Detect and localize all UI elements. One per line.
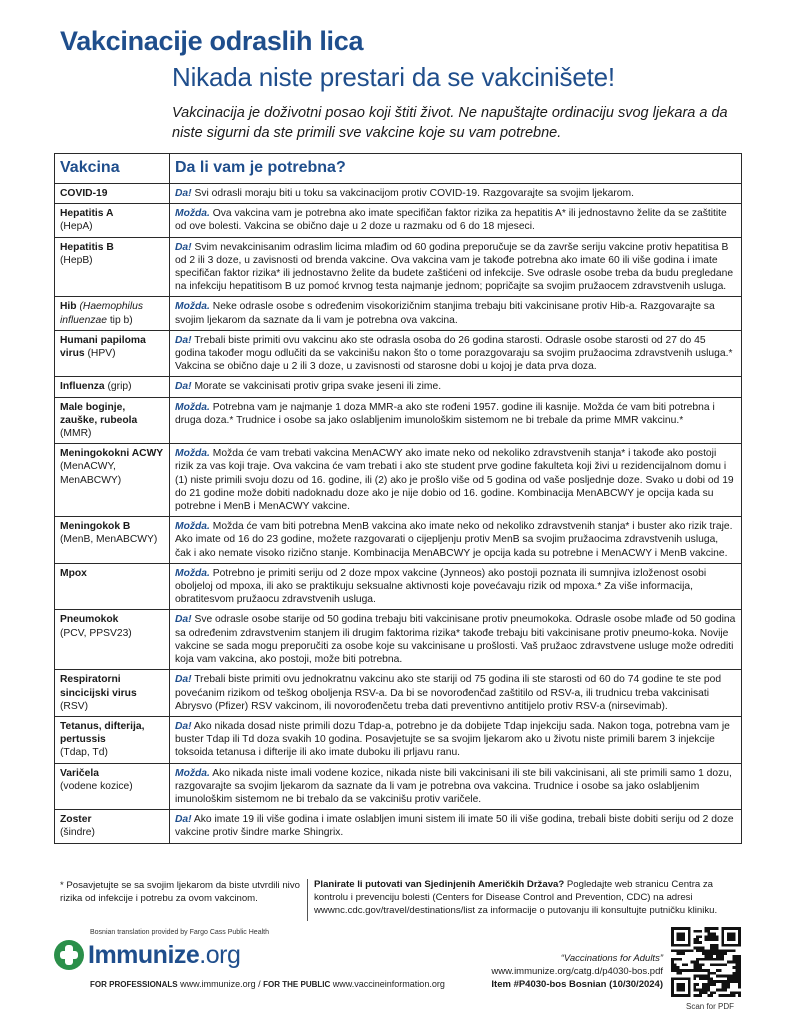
table-row [55,184,742,204]
vaccine-abbrev: (HepB) [60,254,93,266]
recommendation-text: Trebali biste primiti ovu jednokratnu vakcinu ako ste stariji od 75 godina ili ste starosti od 60 do 74 godine te ste pod povećanim rizikom od teškog oboljenja RSV-a. Da bi se novorođenčad zaštitilo od RSV-a, ili trudnicu treba vakcinisati Abrysvo (Pfizer) RSV vakcinom, ili novorođenčetu treba dati preventivno antitijelo protiv RSV-a (nirsevimab). [175,674,722,712]
vaccine-recommendation-cell [170,397,742,444]
vaccine-recommendation-cell [170,330,742,377]
recommendation-answer: Da! [175,614,192,626]
recommendation-text: Možda će vam biti potrebna MenB vakcina ako imate neko od nekoliko zdravstvenih stanja* i buster ako rizik traje. Ako imate od 16 do 23 godine, možete razgovarati o cijepljenju protiv MenB sa svojim pružaocima zdravstvenih usluga, čak i ako nemate visoko rizično stanje. Kombinacija MenABCWY je opcija kada su potrebne i MenACWY i MenB vakcine. [175,521,733,559]
table-row [55,610,742,670]
travel-note [314,878,744,917]
vaccine-name-tail: tip b) [106,314,133,326]
scan-label: Scan for PDF [686,1002,735,1011]
recommendation-answer: Da! [175,720,192,732]
page-subtitle: Nikada niste prestari da se vakcinišete! [172,62,615,92]
vaccine-abbrev: (HepA) [60,221,93,233]
vaccine-recommendation-cell [170,517,742,564]
recommendation-text: Morate se vakcinisati protiv gripa svake jeseni ili zime. [191,381,442,393]
recommendation-answer: Da! [175,381,192,393]
document-reference [491,952,663,991]
recommendation-text: Možda će vam trebati vakcina MenACWY ako imate neko od nekoliko zdravstvenih stanja* i takođe ako postoji rizik za vas koji traje. Ova vakcina će vam trebati i ako ste student prve godine fakulteta koji živi u rezidencijalnom domu i (1) niste primili svoju dozu od 16. godine, ili (2) ako je prošlo više od 5 godina od vaše posljednje doze. Svako u dobi od 19 do 21 godine može dobiti nadoknadu doze ako je nije dobio od 16. godine. Kombinacija MenABCWY je opcija kada su potrebne i MenB i MenACWY vakcine. [175,448,734,513]
vaccine-name-cell [55,763,170,810]
recommendation-text: Trebali biste primiti ovu vakcinu ako ste odrasla osoba do 26 godina starosti. Odrasle osobe starosti od 27 do 45 godina također mogu odlučiti da se vakcinišu nakon što o tome porazgovaraju sa svojim pružaocima zdravstvenih usluga.* Vakcina se obično daje u 2 ili 3 doze, u zavisnosti od starosne dobi u kojoj je data prva doza. [175,334,733,373]
vaccine-name: Meningokok B [60,521,131,533]
table-row [55,763,742,810]
vaccine-name-cell [55,716,170,763]
footer-divider [307,879,308,921]
vaccine-recommendation-cell [170,716,742,763]
vaccine-name: Humani papiloma virus [60,334,146,360]
public-link[interactable]: www.vaccineinformation.org [332,979,445,989]
vaccine-name-cell [55,563,170,610]
vaccine-name-cell [55,810,170,843]
table-row [55,517,742,564]
table-row [55,670,742,717]
recommendation-answer: Možda. [175,567,210,579]
vaccine-recommendation-cell [170,444,742,517]
table-row [55,397,742,444]
table-body [55,184,742,844]
recommendation-answer: Možda. [175,301,210,313]
vaccine-abbrev: (Tdap, Td) [60,747,108,759]
vaccine-name: Male boginje, zauške, rubeola [60,401,138,426]
vaccine-name-cell [55,297,170,330]
intro-text: Vakcinacija je doživotni posao koji štiti život. Ne napuštajte ordinaciju svog ljekara a da niste sigurni da ste primili sve vakcine koje su vam potrebne. [172,105,728,141]
recommendation-answer: Da! [175,814,192,826]
vaccine-abbrev: (HPV) [87,348,116,360]
vaccine-recommendation-cell [170,763,742,810]
recommendation-text: Potrebna vam je najmanje 1 doza MMR-a ako ste rođeni 1957. godine ili kasnije. Možda će vam biti potrebna i druga doza.* Trudnice i osobe sa jako oslabljenim imunološkim sistemom ne bi trebale da prime MMR vakcinu.* [175,401,715,426]
table-row [55,330,742,377]
logo-brand: Immunize [88,940,200,969]
recommendation-text: Ako nikada dosad niste primili dozu Tdap-a, potrebno je da dobijete Tdap injekciju sada. Nakon toga, potrebna vam je buster Tdap ili Td doza svakih 10 godina. Posavjetujte se sa svojim ljekarom ako u životu niste primili barem 3 injekcije toksoida tetanusa i difterije ili ako imate duboku ili prljavu ranu. [175,720,730,759]
vaccine-name-latin: (Haemophilus influenzae [60,301,143,326]
ref-item: Item #P4030-bos Bosnian (10/30/2024) [491,979,663,990]
table-row [55,204,742,237]
vaccine-abbrev: (PCV, PPSV23) [60,627,132,639]
recommendation-text: Neke odrasle osobe s određenim visokorizičnim stanjima trebaju biti vakcinisane protiv Hib-a. Razgovarajte sa svojim ljekarom da saznate da li vam je potrebna ova vakcina. [175,301,715,326]
table-row [55,444,742,517]
recommendation-answer: Možda. [175,521,210,533]
vaccine-name-cell [55,237,170,297]
recommendation-text: Sve odrasle osobe starije od 50 godina trebaju biti vakcinisane protiv pneumokoka. Odrasle osobe mlađe od 50 godina sa određenim zdravstvenim stanjem ili drugim faktorima rizika* takođe trebaju biti vakcinisane protiv pneumo-koka. Novije vakcine se sada mogu preporučiti za osobe koje su vakcinisane u prošlosti. Vaš pružaoc zdravstvene usluge može odrediti koja vam vakcina, ako postoji, može biti potrebna. [175,614,736,666]
logo-text [88,941,240,970]
vaccine-name-cell [55,184,170,204]
vaccine-name-cell [55,204,170,237]
vaccine-abbrev: (MenACWY, MenABCWY) [60,461,122,486]
vaccine-recommendation-cell [170,204,742,237]
vaccine-name: Tetanus, difterija, pertussis [60,720,145,746]
vaccine-name [60,300,164,326]
vaccine-abbrev: (MenB, MenABCWY) [60,534,158,546]
vaccine-recommendation-cell [170,184,742,204]
recommendation-answer: Možda. [175,448,210,460]
recommendation-text: Svim nevakcinisanim odraslim licima mlađim od 60 godina preporučuje se da završe seriju vakcine protiv hepatitisa B od 2 ili 3 doze, u zavisnosti od brenda vakcine. Ova vakcina vam je takođe potrebna ako imate 60 ili više godina i imate specifičan faktor rizika* ili jednostavno želite da budete zaštićeni od infekcije. Sve odrasle osobe treba da budu pregledane na infekciju hepatitisom B uz pomoć krvnog testa najmanje jednom; popričajte sa svojim pružaocem zdravstvenih usluga. [175,241,734,293]
ref-url[interactable]: www.immunize.org/catg.d/p4030-bos.pdf [491,966,663,977]
table-header-row [55,154,742,184]
vaccine-recommendation-cell [170,610,742,670]
footer-links [90,979,445,989]
vaccine-name-cell [55,444,170,517]
vaccine-name-main: Hib [60,301,77,313]
vaccine-name-cell [55,670,170,717]
col-header-vaccine: Vakcina [55,154,170,184]
travel-question: Planirate li putovati van Sjedinjenih Američkih Država? [314,879,565,890]
recommendation-text: Ova vakcina vam je potrebna ako imate specifičan faktor rizika za hepatitis A* ili jednostavno želite da se zaštitite od ove bolesti. Vakcina se obično daje u 2 doze u razmaku od 6 do 18 mjeseci. [175,208,727,233]
pro-link[interactable]: www.immunize.org [180,979,256,989]
public-label: FOR THE PUBLIC [263,980,331,989]
recommendation-answer: Možda. [175,767,210,779]
recommendation-text: Potrebno je primiti seriju od 2 doze mpox vakcine (Jynneos) ako postoji poznata ili sumnjiva izloženost osobi oboljeloj od mpoxa, ili ako se praktikuju seksualne aktivnosti koje povećavaju rizik od mpoxa.* Za više informacija, obratitesvom pružaocu zdravstvenih usluga. [175,567,707,606]
vaccine-name-cell [55,377,170,397]
ref-title: “Vaccinations for Adults” [560,953,663,964]
vaccine-name: Hepatitis B [60,241,114,253]
vaccine-recommendation-cell [170,670,742,717]
vaccine-name: Respiratorni sincicijski virus [60,674,137,699]
vaccine-name: Varičela [60,767,99,779]
vaccine-table [54,153,742,844]
pro-label: FOR PROFESSIONALS [90,980,178,989]
vaccine-recommendation-cell [170,563,742,610]
recommendation-answer: Da! [175,241,192,253]
travel-text: Pogledajte web stranicu Centra za kontrolu i prevenciju bolesti (Centers for Disease Control and Prevention, CDC) na adresi wwwnc.cdc.gov/travel/destinations/list za informacije o putovanju ili konsultujte putničku kliniku. [314,879,718,916]
vaccine-recommendation-cell [170,377,742,397]
vaccine-name: Pneumokok [60,614,119,626]
recommendation-text: Ako nikada niste imali vodene kozice, nikada niste bili vakcinisani ili ste bili vakcinisani, ali ste primili samo 1 dozu, razgovarajte sa svojim ljekarom da saznate da li vam je potrebna ova vakcina. Trudnice i osobe sa jako oslabljenim imunološkim sistemom ne bi trebalo da se vakcinišu protiv varičele. [175,767,732,805]
col-header-need: Da li vam je potrebna? [170,154,742,184]
vaccine-name: Hepatitis A [60,208,114,220]
qr-code-icon[interactable] [671,927,741,997]
vaccine-name: COVID-19 [60,188,108,199]
recommendation-text: Ako imate 19 ili više godina i imate oslabljen imuni sistem ili imate 50 ili više godina, trebali biste dobiti seriju od 2 doze vakcine protiv šindre marke Shingrix. [175,814,734,839]
vaccine-name-cell [55,517,170,564]
link-separator: / [258,979,261,989]
recommendation-answer: Da! [175,334,192,346]
table-row [55,297,742,330]
table-row [55,377,742,397]
footnote: * Posavjetujte se sa svojim ljekarom da biste utvrdili nivo rizika od infekcije i potrebu za ovom vakcinom. [60,880,300,904]
vaccine-abbrev: (vodene kozice) [60,780,133,792]
vaccine-recommendation-cell [170,237,742,297]
vaccine-abbrev: (RSV) [60,700,89,712]
immunize-logo-icon [54,940,84,970]
table-row [55,810,742,843]
recommendation-answer: Da! [175,188,192,199]
table-row [55,716,742,763]
page-title: Vakcinacije odraslih lica [60,26,364,56]
vaccine-name-cell [55,330,170,377]
recommendation-answer: Možda. [175,208,210,220]
vaccine-name: Influenza [60,381,105,393]
vaccine-name: Zoster [60,814,92,826]
logo-suffix: .org [199,940,241,969]
vaccine-recommendation-cell [170,810,742,843]
vaccine-name-cell [55,610,170,670]
vaccine-name-cell [55,397,170,444]
table-row [55,237,742,297]
vaccine-name: Meningokokni ACWY [60,448,164,460]
recommendation-answer: Da! [175,674,192,686]
vaccine-recommendation-cell [170,297,742,330]
immunize-logo [54,937,240,973]
vaccine-abbrev: (grip) [107,381,132,393]
translation-credit: Bosnian translation provided by Fargo Cass Public Health [90,929,269,936]
recommendation-text: Svi odrasli moraju biti u toku sa vakcinacijom protiv COVID-19. Razgovarajte sa svojim ljekarom. [191,188,634,199]
table-row [55,563,742,610]
vaccine-abbrev: (šindre) [60,827,95,839]
vaccine-abbrev: (MMR) [60,428,92,440]
recommendation-answer: Možda. [175,401,210,413]
vaccine-name: Mpox [60,567,87,579]
